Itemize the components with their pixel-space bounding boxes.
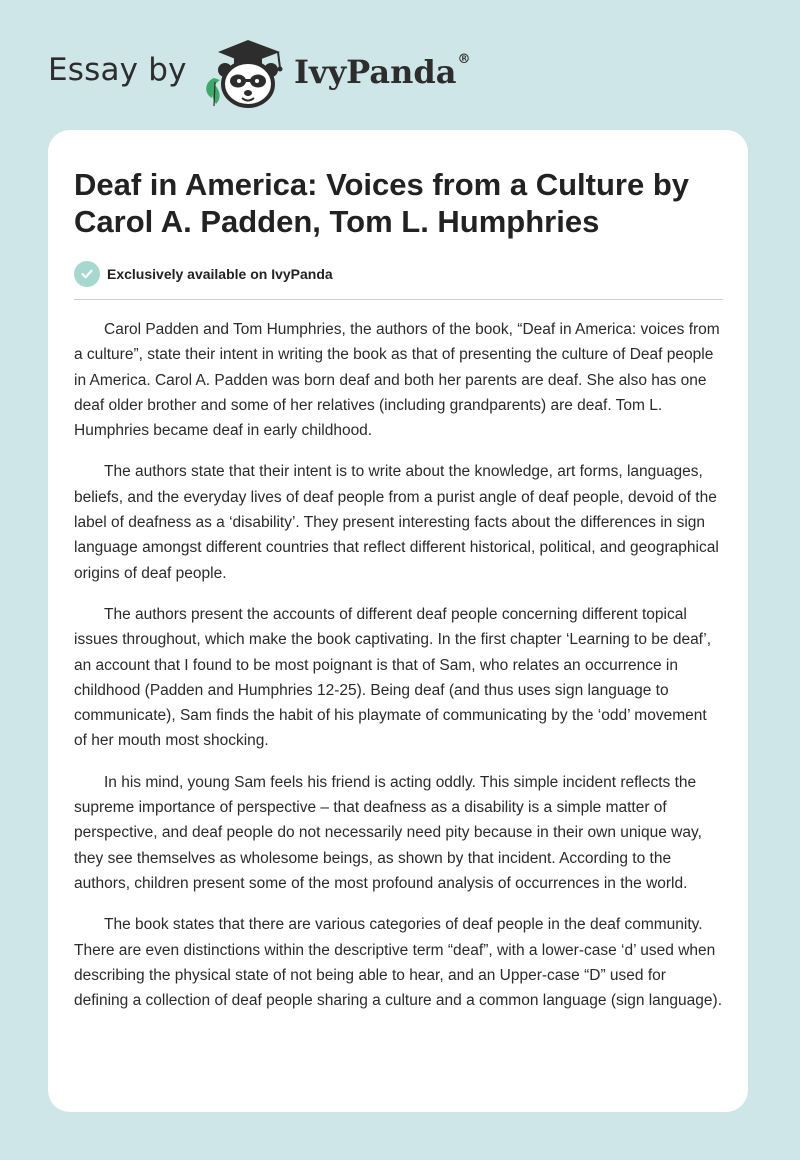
site-header [0,0,800,120]
paragraph: The authors state that their intent is to write about the knowledge, art forms, languages, beliefs, and the everyday lives of deaf people from a purist angle of deaf people, devoid of the label of deafness as a ‘disability’. They present interesting facts about the differences in sign language amongst different countries that reflect different historical, political, and geographical origins of deaf people. [74,463,719,582]
logo-text[interactable] [294,53,470,91]
check-circle-icon [74,261,100,287]
brand-prefix: Essay by [48,52,187,88]
divider [74,299,723,300]
essay-body [74,317,723,1013]
essay-title: Deaf in America: Voices from a Culture by Carol A. Padden, Tom L. Humphries [74,167,690,239]
logo-name: IvyPanda [294,53,457,91]
paragraph: The authors present the accounts of different deaf people concerning different topical issues throughout, which make the book captivating. In the first chapter ‘Learning to be deaf’, an account that I found to be most poignant is that of Sam, who relates an occurrence in childhood (Padden and Humphries 12-25). Being deaf (and thus uses sign language to communicate), Sam finds the habit of his playmate of communicating by the ‘odd’ movement of her mouth most shocking. [74,605,712,750]
badge-label: Exclusively available on IvyPanda [107,266,333,282]
essay-card [48,130,748,1112]
leaf-icon [206,78,220,106]
exclusive-badge [74,261,722,287]
paragraph: In his mind, young Sam feels his friend is acting oddly. This simple incident reflects the supreme importance of perspective – that deafness as a disability is a simple matter of perspective, and deaf people do not necessarily need pity because in their own unique way, they see themselves as wholesome beings, as shown by that incident. According to the authors, children present some of the most profound analysis of occurrences in the world. [74,773,702,892]
paragraph: The book states that there are various categories of deaf people in the deaf community. There are even distinctions within the descriptive term “deaf”, with a lower-case ‘d’ used when describing the physical state of not being able to hear, and an Upper-case “D” used for defining a collection of deaf people sharing a culture and a common language (sign language). [74,916,722,1010]
paragraph: Carol Padden and Tom Humphries, the authors of the book, “Deaf in America: voices from a culture”, state their intent in writing the book as that of presenting the culture of Deaf people in America. Carol A. Padden was born deaf and both her parents are deaf. She also has one deaf older brother and some of her relatives (including grandparents) are deaf. Tom L. Humphries became deaf in early childhood. [74,321,720,440]
panda-graduate-icon [200,38,292,110]
registered-mark: ® [457,52,471,68]
